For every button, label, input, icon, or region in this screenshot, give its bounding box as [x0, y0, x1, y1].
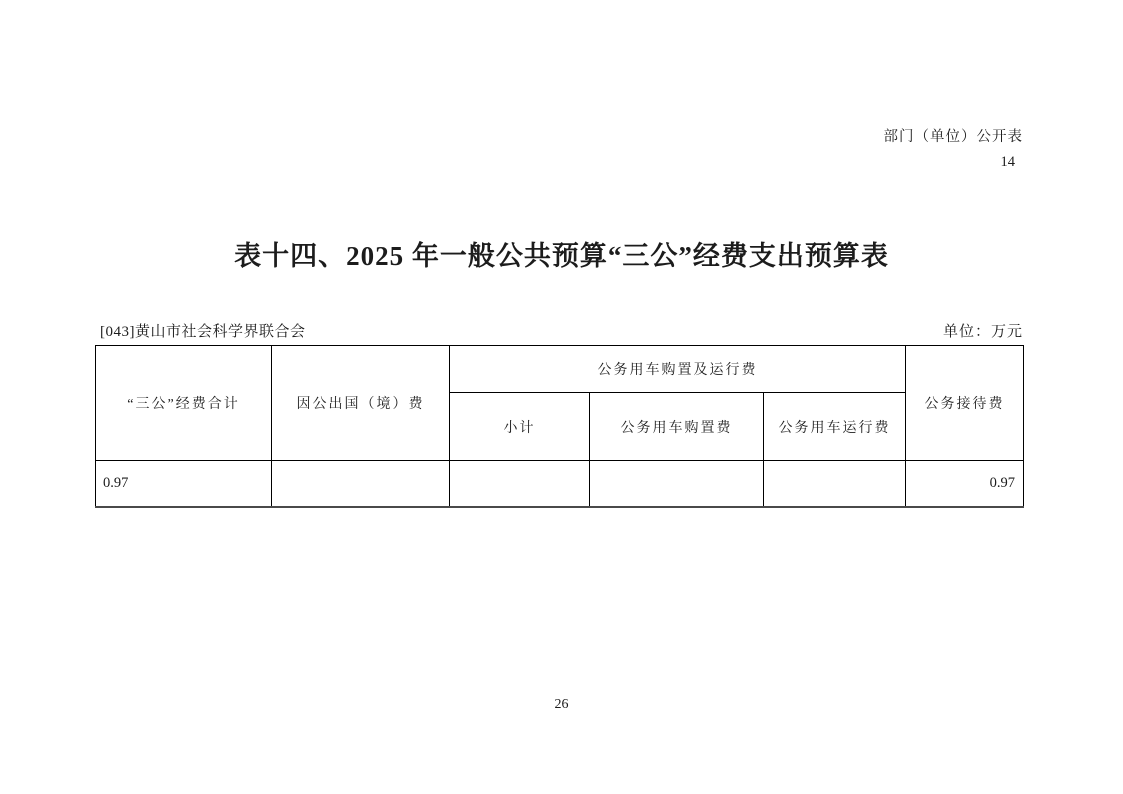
header-abroad: 因公出国（境）费 — [272, 346, 450, 461]
page-title: 表十四、2025 年一般公共预算“三公”经费支出预算表 — [234, 241, 889, 271]
cell-vehicle-subtotal — [450, 461, 590, 507]
header-vehicle-purchase: 公务用车购置费 — [590, 393, 764, 461]
header-reception: 公务接待费 — [906, 346, 1024, 461]
header-total: “三公”经费合计 — [96, 346, 272, 461]
budget-table — [95, 345, 1024, 508]
header-vehicle-subtotal: 小计 — [450, 393, 590, 461]
page-number: 26 — [554, 697, 569, 712]
corner-note-label: 部门（单位）公开表 — [883, 129, 1023, 145]
cell-total: 0.97 — [96, 461, 272, 507]
unit-label: 单位：万元 — [942, 324, 1023, 340]
header-vehicle-operation: 公务用车运行费 — [764, 393, 906, 461]
corner-note-number: 14 — [1000, 154, 1015, 170]
cell-reception: 0.97 — [906, 461, 1024, 507]
org-code-label: [043]黄山市社会科学界联合会 — [100, 324, 306, 340]
table-row — [96, 461, 1024, 507]
cell-vehicle-purchase — [590, 461, 764, 507]
cell-abroad — [272, 461, 450, 507]
header-vehicle-group: 公务用车购置及运行费 — [450, 346, 906, 393]
cell-vehicle-operation — [764, 461, 906, 507]
corner-note — [884, 125, 1024, 175]
